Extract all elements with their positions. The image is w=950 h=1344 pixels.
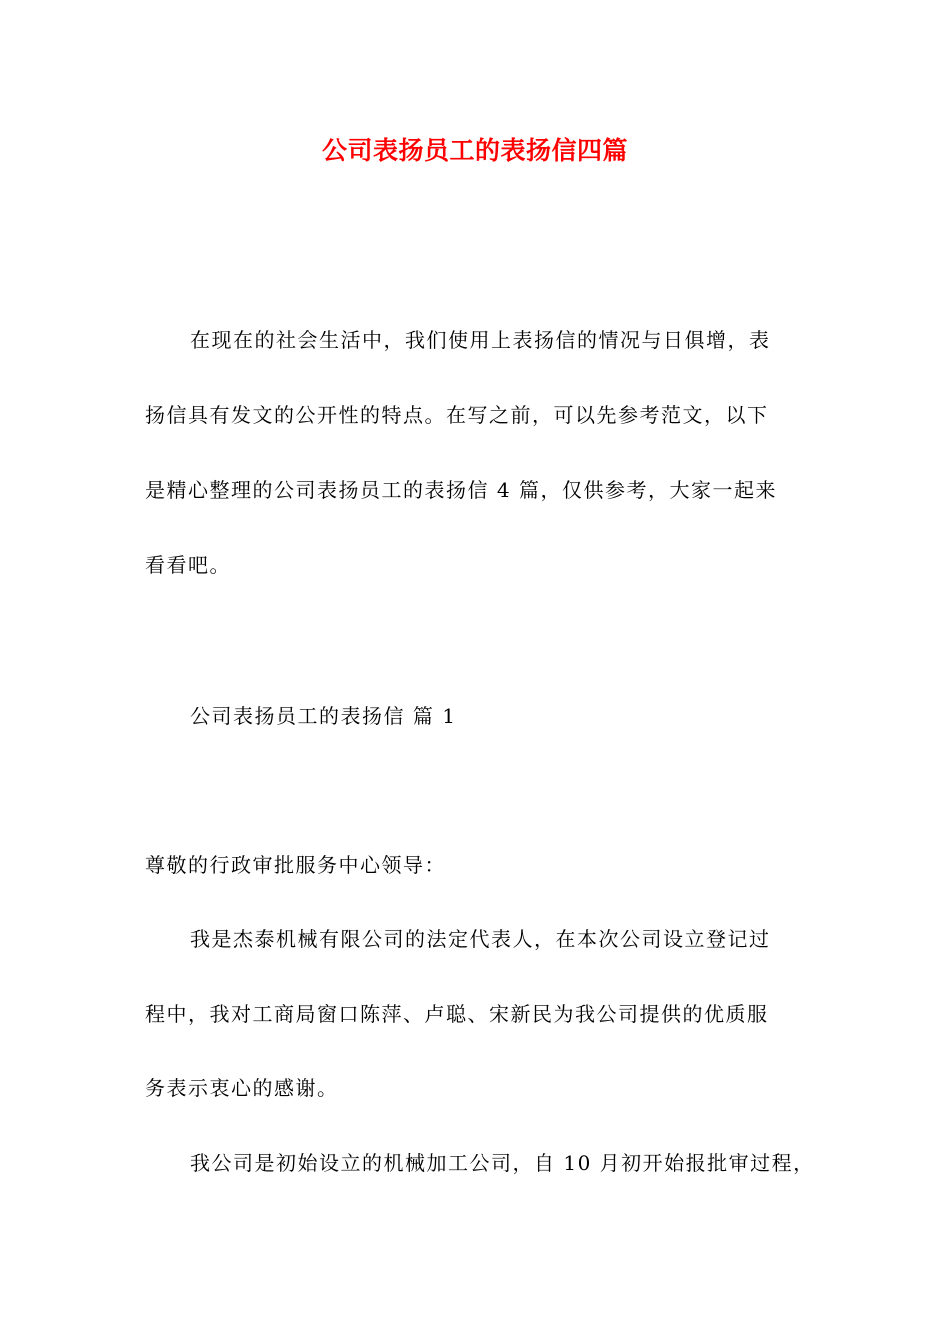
body-line-1: 我是杰泰机械有限公司的法定代表人，在本次公司设立登记过 [190, 927, 771, 951]
intro-line-4: 看看吧。 [145, 553, 231, 577]
intro-line-3: 是精心整理的公司表扬员工的表扬信 4 篇，仅供参考，大家一起来 [145, 478, 777, 502]
section-heading: 公司表扬员工的表扬信 篇 1 [190, 704, 457, 728]
intro-line-1: 在现在的社会生活中，我们使用上表扬信的情况与日俱增，表 [190, 328, 771, 352]
salutation: 尊敬的行政审批服务中心领导： [145, 853, 446, 877]
body-line-3: 务表示衷心的感谢。 [145, 1076, 339, 1100]
intro-line-2: 扬信具有发文的公开性的特点。在写之前，可以先参考范文，以下 [145, 403, 769, 427]
body-line-4: 我公司是初始设立的机械加工公司，自 10 月初开始报批审过程， [190, 1151, 815, 1175]
body-line-2: 程中，我对工商局窗口陈萍、卢聪、宋新民为我公司提供的优质服 [145, 1002, 769, 1026]
document-title: 公司表扬员工的表扬信四篇 [321, 136, 628, 165]
